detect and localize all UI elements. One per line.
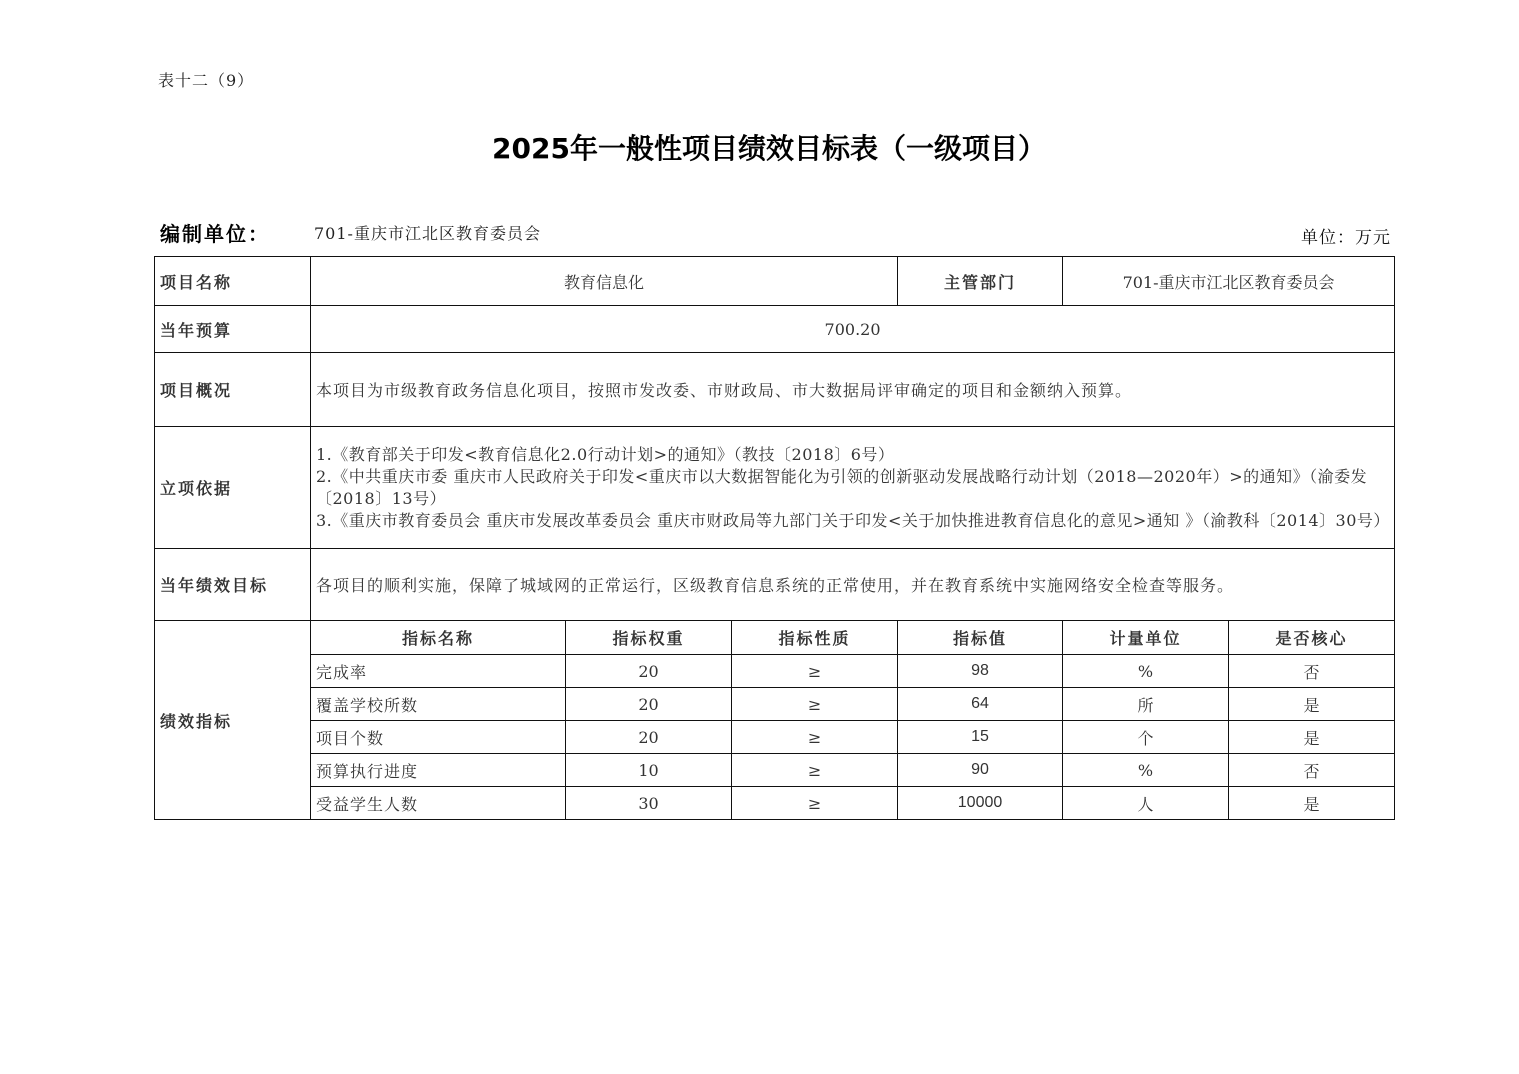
dept-label: 主管部门	[898, 257, 1063, 306]
col-header-weight: 指标权重	[566, 621, 732, 655]
indicator-name: 完成率	[311, 655, 566, 688]
indicator-weight: 20	[566, 688, 732, 721]
org-label: 编制单位：	[160, 222, 270, 246]
indicator-weight: 30	[566, 787, 732, 820]
indicator-core: 否	[1229, 655, 1395, 688]
indicator-nature: ≥	[732, 688, 898, 721]
indicator-nature: ≥	[732, 754, 898, 787]
col-header-value: 指标值	[898, 621, 1063, 655]
indicator-value: 90	[898, 754, 1063, 787]
indicator-core: 是	[1229, 787, 1395, 820]
col-header-name: 指标名称	[311, 621, 566, 655]
indicator-value: 15	[898, 721, 1063, 754]
basis-item: 2.《中共重庆市委 重庆市人民政府关于印发<重庆市以大数据智能化为引领的创新驱动发展战略行动计划（2018—2020年）>的通知》（渝委发〔2018〕13号）	[316, 466, 1368, 508]
project-name-value: 教育信息化	[311, 257, 898, 306]
indicator-core: 否	[1229, 754, 1395, 787]
table-row	[155, 688, 1395, 721]
table-row	[155, 721, 1395, 754]
basis-row	[155, 427, 1395, 549]
indicator-core: 是	[1229, 721, 1395, 754]
overview-label: 项目概况	[155, 353, 311, 427]
indicator-nature: ≥	[732, 655, 898, 688]
indicator-nature: ≥	[732, 721, 898, 754]
currency-unit: 单位：万元	[1301, 228, 1391, 248]
indicator-unit: 个	[1063, 721, 1229, 754]
col-header-nature: 指标性质	[732, 621, 898, 655]
performance-table	[154, 256, 1395, 820]
page-title: 2025年一般性项目绩效目标表（一级项目）	[492, 132, 1046, 165]
project-name-row	[155, 257, 1395, 306]
indicator-name: 覆盖学校所数	[311, 688, 566, 721]
table-row	[155, 787, 1395, 820]
indicator-header-row	[155, 621, 1395, 655]
goal-value: 各项目的顺利实施，保障了城域网的正常运行，区级教育信息系统的正常使用，并在教育系统中实施网络安全检查等服务。	[311, 549, 1395, 621]
col-header-unit: 计量单位	[1063, 621, 1229, 655]
indicator-core: 是	[1229, 688, 1395, 721]
overview-value: 本项目为市级教育政务信息化项目，按照市发改委、市财政局、市大数据局评审确定的项目和金额纳入预算。	[311, 353, 1395, 427]
project-name-label: 项目名称	[155, 257, 311, 306]
indicator-unit: %	[1063, 655, 1229, 688]
indicator-unit: 所	[1063, 688, 1229, 721]
goal-label: 当年绩效目标	[155, 549, 311, 621]
indicator-value: 10000	[898, 787, 1063, 820]
indicator-weight: 20	[566, 721, 732, 754]
basis-label: 立项依据	[155, 427, 311, 549]
basis-item: 1.《教育部关于印发<教育信息化2.0行动计划>的通知》（教技〔2018〕6号）	[316, 444, 895, 464]
goal-row	[155, 549, 1395, 621]
indicator-nature: ≥	[732, 787, 898, 820]
table-number: 表十二（9）	[158, 71, 255, 90]
budget-row	[155, 306, 1395, 353]
indicator-name: 受益学生人数	[311, 787, 566, 820]
indicator-value: 98	[898, 655, 1063, 688]
table-row	[155, 655, 1395, 688]
indicator-unit: 人	[1063, 787, 1229, 820]
indicator-unit: %	[1063, 754, 1229, 787]
budget-label: 当年预算	[155, 306, 311, 353]
indicator-name: 项目个数	[311, 721, 566, 754]
indicator-weight: 10	[566, 754, 732, 787]
dept-value: 701-重庆市江北区教育委员会	[1063, 257, 1395, 306]
col-header-core: 是否核心	[1229, 621, 1395, 655]
indicator-weight: 20	[566, 655, 732, 688]
org-value: 701-重庆市江北区教育委员会	[314, 224, 541, 243]
table-row	[155, 754, 1395, 787]
budget-value: 700.20	[311, 306, 1395, 353]
basis-item: 3.《重庆市教育委员会 重庆市发展改革委员会 重庆市财政局等九部门关于印发<关于加快推进教育信息化的意见>通知 》（渝教科〔2014〕30号）	[316, 510, 1390, 530]
basis-value	[311, 427, 1395, 549]
indicator-name: 预算执行进度	[311, 754, 566, 787]
indicator-value: 64	[898, 688, 1063, 721]
overview-row	[155, 353, 1395, 427]
indicators-label: 绩效指标	[155, 621, 311, 820]
